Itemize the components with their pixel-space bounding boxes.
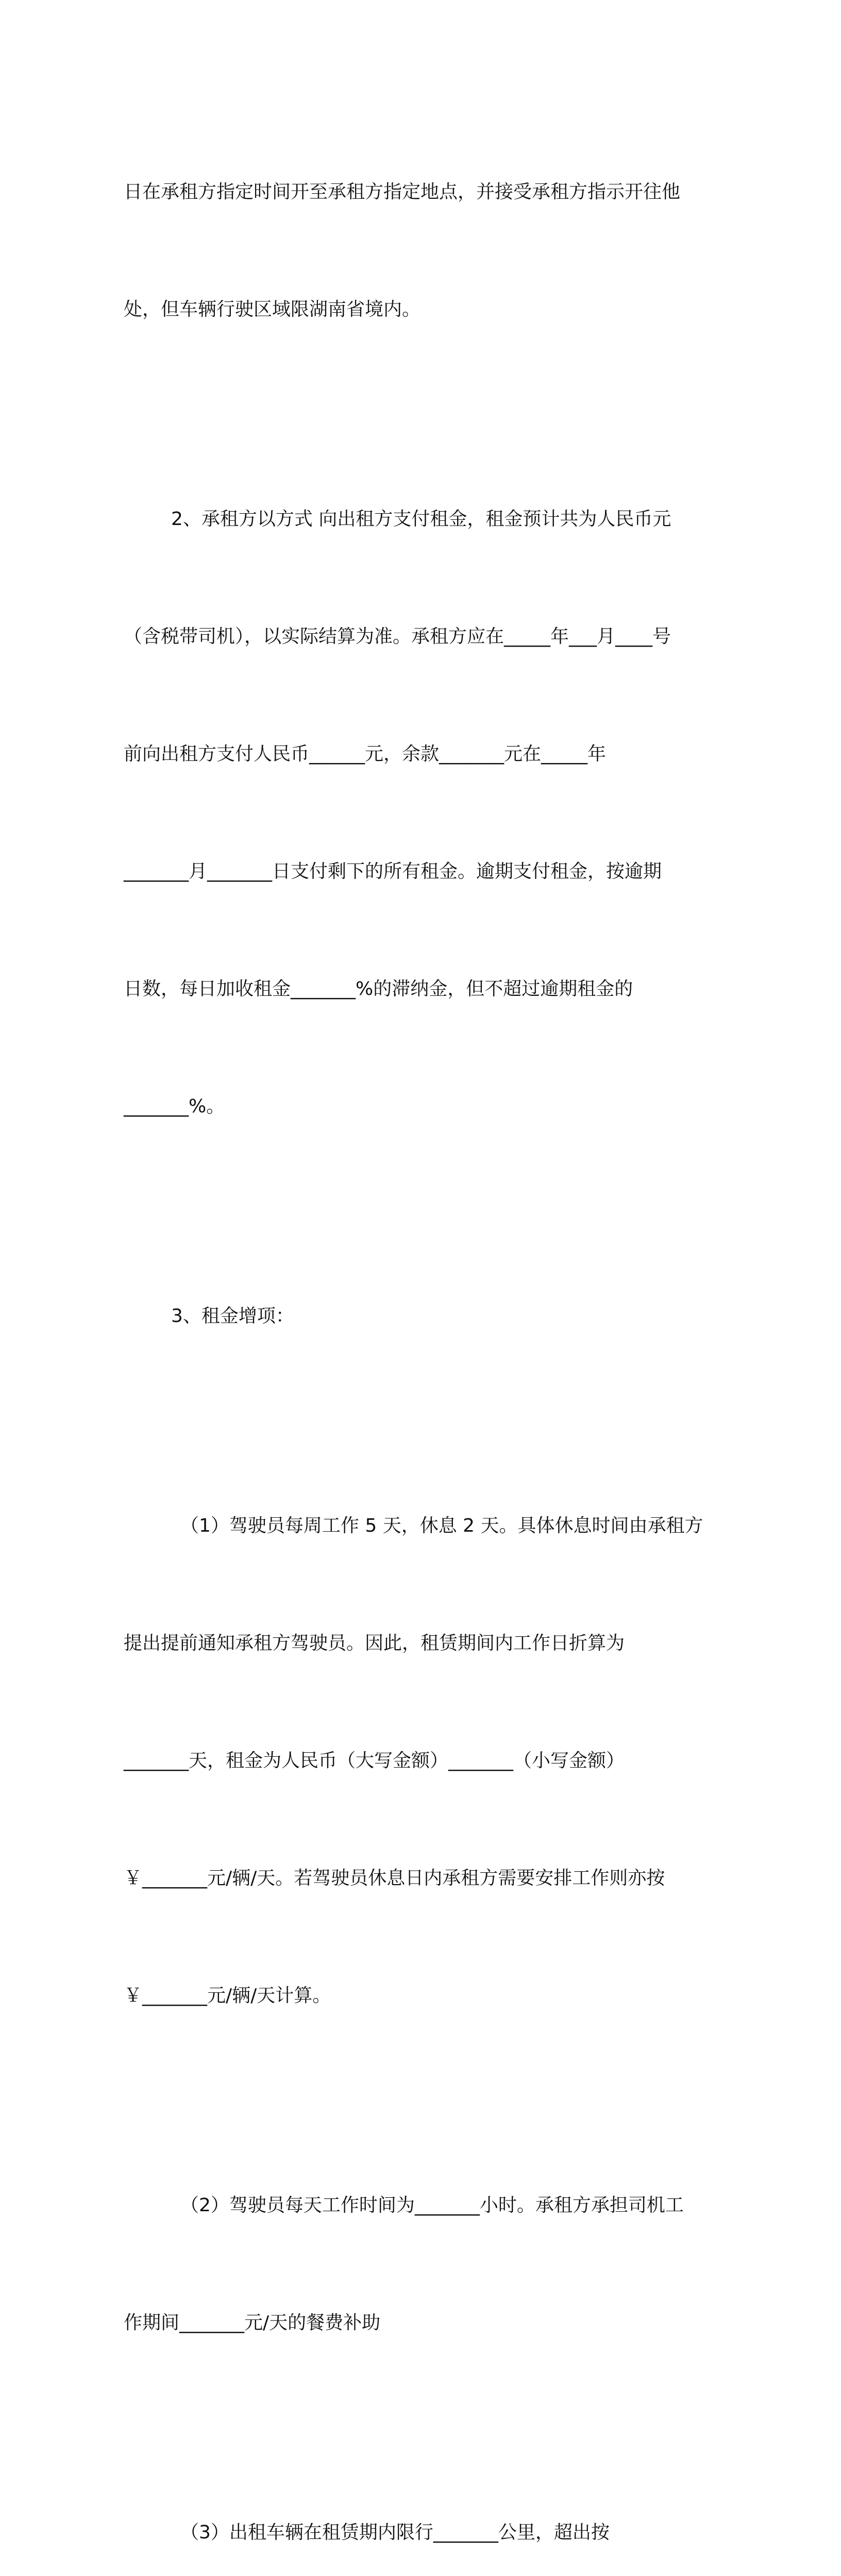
text-line: 提出提前通知承租方驾驶员。因此，租赁期间内工作日折算为 — [124, 1633, 625, 1654]
text-line: 前向出租方支付人民币______元，余款_______元在_____年 — [124, 743, 607, 765]
paragraph-item-1 — [124, 1428, 716, 2094]
paragraph-rent-payment — [124, 421, 716, 1205]
section-heading-rent-additions — [124, 1218, 716, 1414]
text-line: ￥_______元/辆/天。若驾驶员休息日内承租方需要安排工作则亦按 — [124, 1868, 665, 1889]
text-line: ￥_______元/辆/天计算。 — [124, 1985, 331, 2006]
paragraph-continuation — [124, 94, 716, 408]
text-line: （2）驾驶员每天工作时间为_______小时。承租方承担司机工 — [180, 2195, 684, 2216]
text-line: _______天，租金为人民币（大写金额）_______（小写金额） — [124, 1750, 625, 1771]
text-line: 2、承租方以方式 向出租方支付租金，租金预计共为人民币元 — [171, 509, 671, 530]
text-line: _______月_______日支付剩下的所有租金。逾期支付租金，按逾期 — [124, 861, 662, 882]
paragraph-item-3 — [124, 2435, 716, 2576]
document-body — [124, 94, 716, 2576]
paragraph-item-2 — [124, 2108, 716, 2421]
text-line: _______%。 — [124, 1096, 225, 1117]
text-line: （3）出租车辆在租赁期内限行_______公里，超出按 — [180, 2522, 610, 2543]
text-line: 日数，每日加收租金_______%的滞纳金，但不超过逾期租金的 — [124, 978, 633, 999]
text-line: 作期间_______元/天的餐费补助 — [124, 2312, 381, 2333]
text-line: 处，但车辆行驶区域限湖南省境内。 — [124, 299, 421, 320]
text-line: 3、租金增项： — [171, 1306, 294, 1327]
text-line: （含税带司机），以实际结算为准。承租方应在_____年___月____号 — [124, 626, 671, 647]
text-line: （1）驾驶员每周工作 5 天，休息 2 天。具体休息时间由承租方 — [180, 1515, 703, 1536]
text-line: 日在承租方指定时间开至承租方指定地点，并接受承租方指示开往他 — [124, 181, 681, 202]
